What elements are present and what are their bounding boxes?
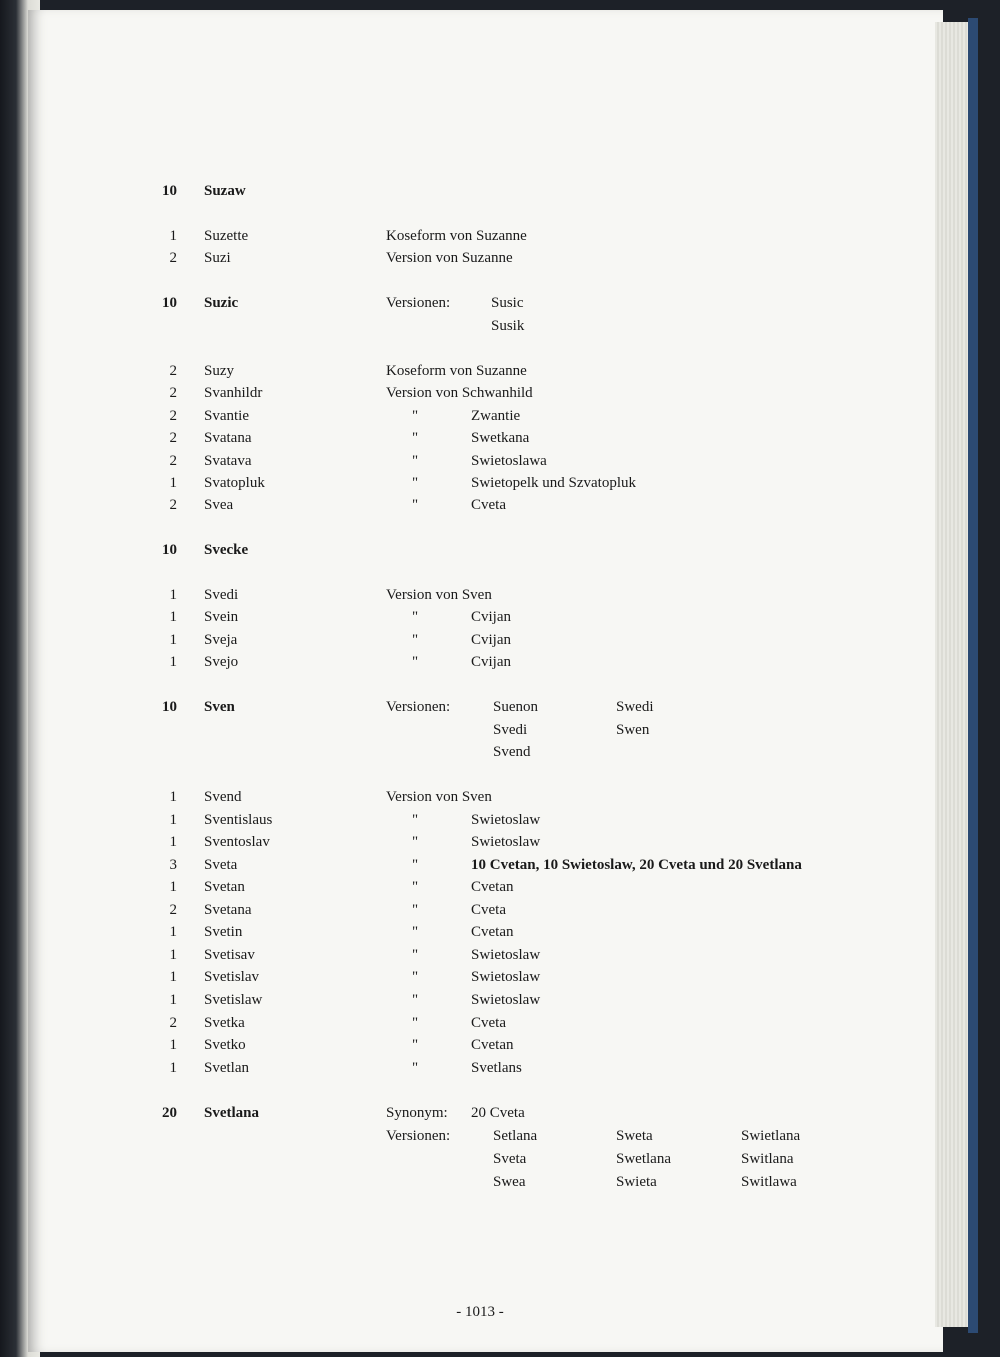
entry-row	[0, 427, 1000, 449]
ditto-mark: "	[412, 812, 419, 828]
entry-target: Cveta	[471, 1015, 506, 1031]
entry-description: Version von Schwanhild	[386, 385, 533, 401]
entry-row	[0, 584, 1000, 606]
entry-frequency: 1	[169, 1060, 177, 1076]
entry-name: Svanhildr	[204, 385, 263, 401]
entry-row	[0, 1057, 1000, 1079]
entry-target: Cvetan	[471, 1037, 514, 1053]
version-value: Susic	[491, 295, 524, 311]
version-value: Svedi	[493, 722, 528, 738]
ditto-mark: "	[412, 430, 419, 446]
entry-description: Version von Sven	[386, 587, 492, 603]
entry-row	[0, 1034, 1000, 1056]
entry-target: Swietoslaw	[471, 812, 541, 828]
entry-row-continued	[0, 315, 1000, 337]
ditto-mark: "	[412, 1015, 419, 1031]
ditto-mark: "	[412, 1037, 419, 1053]
entry-frequency: 1	[169, 879, 177, 895]
version-value: Swieta	[616, 1174, 657, 1190]
entry-description: Version von Sven	[386, 789, 492, 805]
entry-target: Swetkana	[471, 430, 530, 446]
entry-row	[0, 360, 1000, 382]
entry-row	[0, 1102, 1000, 1124]
entry-frequency: 3	[169, 857, 177, 873]
entry-row	[0, 921, 1000, 943]
ditto-mark: "	[412, 902, 419, 918]
entry-name: Svetislav	[204, 969, 259, 985]
ditto-mark: "	[412, 654, 419, 670]
entry-name: Suzy	[204, 363, 234, 379]
entry-name: Suzette	[204, 228, 249, 244]
entry-frequency: 2	[169, 1015, 177, 1031]
entry-frequency: 1	[169, 992, 177, 1008]
entry-name: Svein	[204, 609, 239, 625]
entry-target: Cvetan	[471, 879, 514, 895]
entry-row-continued	[0, 1125, 1000, 1147]
versions-label: Versionen:	[386, 1128, 451, 1144]
entry-name: Svejo	[204, 654, 239, 670]
entry-row	[0, 606, 1000, 628]
entry-target: Cveta	[471, 902, 506, 918]
entry-row	[0, 944, 1000, 966]
ditto-mark: "	[412, 879, 419, 895]
entry-frequency: 2	[169, 363, 177, 379]
entry-name: Svatava	[204, 453, 252, 469]
entry-frequency: 10	[162, 295, 177, 311]
entry-row	[0, 629, 1000, 651]
entry-name: Svedi	[204, 587, 239, 603]
entry-frequency: 1	[169, 947, 177, 963]
entry-target: Cveta	[471, 497, 506, 513]
entry-name: Sveja	[204, 632, 238, 648]
entry-description: Koseform von Suzanne	[386, 363, 527, 379]
version-value: Switlana	[741, 1151, 794, 1167]
version-value: Swietlana	[741, 1128, 801, 1144]
entry-name: Sven	[204, 699, 235, 715]
entry-target: Swietopelk und Szvatopluk	[471, 475, 636, 491]
entry-target: Cvijan	[471, 632, 511, 648]
entry-name: Svea	[204, 497, 234, 513]
version-value: Susik	[491, 318, 525, 334]
entry-name: Sventislaus	[204, 812, 273, 828]
entry-name: Svetko	[204, 1037, 246, 1053]
entry-description: Version von Suzanne	[386, 250, 513, 266]
entry-target: Cvijan	[471, 609, 511, 625]
entry-frequency: 1	[169, 812, 177, 828]
entry-row-continued	[0, 741, 1000, 763]
ditto-mark: "	[412, 857, 419, 873]
ditto-mark: "	[412, 497, 419, 513]
entry-frequency: 2	[169, 453, 177, 469]
entry-name: Svetka	[204, 1015, 245, 1031]
entry-frequency: 1	[169, 1037, 177, 1053]
entry-frequency: 1	[169, 228, 177, 244]
entry-target: 10 Cvetan, 10 Swietoslaw, 20 Cveta und 20 Svetlana	[471, 857, 802, 873]
ditto-mark: "	[412, 632, 419, 648]
entry-frequency: 1	[169, 654, 177, 670]
entry-name: Svend	[204, 789, 242, 805]
entry-name: Svantie	[204, 408, 249, 424]
entry-name: Svetisav	[204, 947, 255, 963]
entry-frequency: 1	[169, 632, 177, 648]
entry-row	[0, 989, 1000, 1011]
entry-target: Swietoslaw	[471, 992, 541, 1008]
entry-row-continued	[0, 719, 1000, 741]
entry-row	[0, 292, 1000, 314]
version-value: Swen	[616, 722, 650, 738]
entry-name: Svetislaw	[204, 992, 263, 1008]
entry-name: Svecke	[204, 542, 249, 558]
entry-frequency: 10	[162, 183, 177, 199]
version-value: Switlawa	[741, 1174, 797, 1190]
entry-name: Sveta	[204, 857, 238, 873]
ditto-mark: "	[412, 969, 419, 985]
entry-target: Swietoslawa	[471, 453, 547, 469]
entry-row	[0, 651, 1000, 673]
version-value: Swea	[493, 1174, 526, 1190]
version-value: Sweta	[616, 1128, 653, 1144]
entry-frequency: 1	[169, 789, 177, 805]
version-value: Swedi	[616, 699, 654, 715]
entry-row	[0, 899, 1000, 921]
entry-name: Sventoslav	[204, 834, 270, 850]
entry-row	[0, 876, 1000, 898]
entry-target: Svetlans	[471, 1060, 522, 1076]
entry-row	[0, 786, 1000, 808]
entry-name: Svetlan	[204, 1060, 249, 1076]
synonym-label: Synonym:	[386, 1105, 448, 1121]
entry-frequency: 1	[169, 834, 177, 850]
entry-row	[0, 472, 1000, 494]
entry-row	[0, 382, 1000, 404]
entry-target: Swietoslaw	[471, 947, 541, 963]
entry-name: Suzaw	[204, 183, 246, 199]
version-value: Setlana	[493, 1128, 538, 1144]
entry-frequency: 1	[169, 609, 177, 625]
entry-frequency: 1	[169, 969, 177, 985]
ditto-mark: "	[412, 924, 419, 940]
ditto-mark: "	[412, 408, 419, 424]
version-value: Swetlana	[616, 1151, 671, 1167]
entry-frequency: 1	[169, 924, 177, 940]
entry-name: Suzic	[204, 295, 239, 311]
ditto-mark: "	[412, 834, 419, 850]
entry-row	[0, 854, 1000, 876]
entry-name: Svetlana	[204, 1105, 260, 1121]
entry-row	[0, 225, 1000, 247]
version-value: Sveta	[493, 1151, 527, 1167]
entry-row	[0, 450, 1000, 472]
entry-name: Svetin	[204, 924, 243, 940]
entry-row	[0, 494, 1000, 516]
entry-target: Cvetan	[471, 924, 514, 940]
version-value: Suenon	[493, 699, 538, 715]
entry-row	[0, 966, 1000, 988]
synonym-value: 20 Cveta	[471, 1105, 525, 1121]
entry-row-continued	[0, 1171, 1000, 1193]
entry-frequency: 2	[169, 902, 177, 918]
versions-label: Versionen:	[386, 295, 451, 311]
entry-target: Swietoslaw	[471, 834, 541, 850]
entry-frequency: 2	[169, 430, 177, 446]
entry-frequency: 1	[169, 587, 177, 603]
ditto-mark: "	[412, 475, 419, 491]
entry-row	[0, 539, 1000, 561]
entry-description: Koseform von Suzanne	[386, 228, 527, 244]
entry-row	[0, 405, 1000, 427]
entry-name: Svetana	[204, 902, 252, 918]
entry-frequency: 2	[169, 250, 177, 266]
entry-target: Swietoslaw	[471, 969, 541, 985]
entry-frequency: 10	[162, 699, 177, 715]
entry-frequency: 1	[169, 475, 177, 491]
entry-frequency: 2	[169, 497, 177, 513]
entry-row	[0, 180, 1000, 202]
entry-name: Suzi	[204, 250, 231, 266]
entry-name: Svatopluk	[204, 475, 265, 491]
version-value: Svend	[493, 744, 531, 760]
entry-row	[0, 809, 1000, 831]
entry-frequency: 2	[169, 385, 177, 401]
ditto-mark: "	[412, 1060, 419, 1076]
entry-row	[0, 831, 1000, 853]
ditto-mark: "	[412, 947, 419, 963]
entry-frequency: 2	[169, 408, 177, 424]
entry-row	[0, 696, 1000, 718]
entry-target: Cvijan	[471, 654, 511, 670]
entry-frequency: 10	[162, 542, 177, 558]
entry-row-continued	[0, 1148, 1000, 1170]
ditto-mark: "	[412, 609, 419, 625]
entry-name: Svatana	[204, 430, 252, 446]
ditto-mark: "	[412, 992, 419, 1008]
page-number: - 1013 -	[456, 1304, 504, 1320]
entry-frequency: 20	[162, 1105, 177, 1121]
entry-row	[0, 1012, 1000, 1034]
entry-row	[0, 247, 1000, 269]
entry-target: Zwantie	[471, 408, 521, 424]
ditto-mark: "	[412, 453, 419, 469]
versions-label: Versionen:	[386, 699, 451, 715]
entry-name: Svetan	[204, 879, 245, 895]
